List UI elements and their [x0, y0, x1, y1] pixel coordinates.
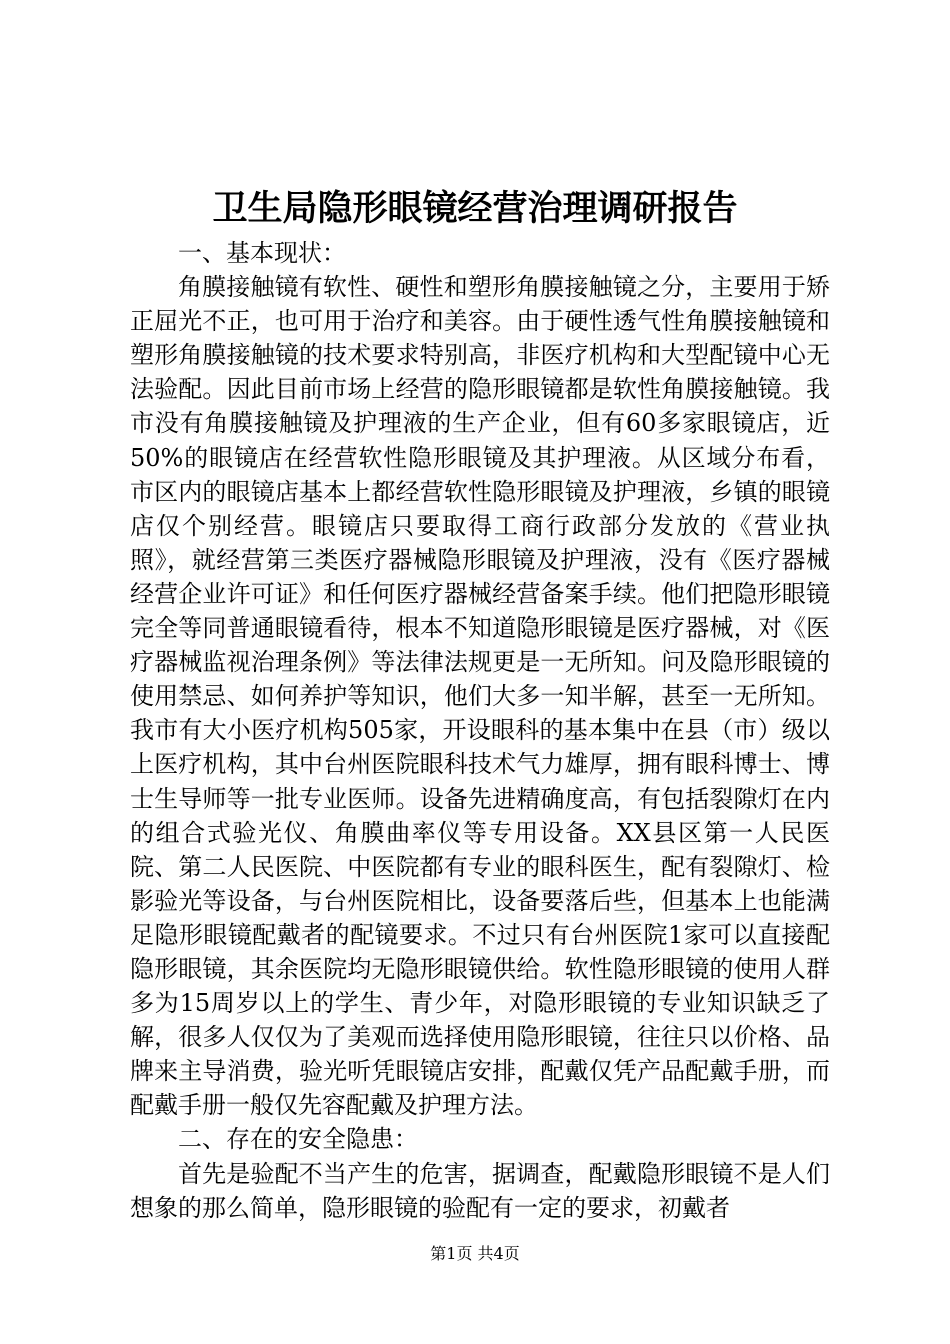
- document-body: [130, 236, 830, 1225]
- page-footer: 第1页 共4页: [430, 1244, 520, 1263]
- body-paragraph: 角膜接触镜有软性、硬性和塑形角膜接触镜之分，主要用于矫正屈光不正，也可用于治疗和美容。由于硬性透气性角膜接触镜和塑形角膜接触镜的技术要求特别高，非医疗机构和大型配镜中心无法验配。因此目前市场上经营的隐形眼镜都是软性角膜接触镜。我市没有角膜接触镜及护理液的生产企业，但有60多家眼镜店，近50%的眼镜店在经营软性隐形眼镜及其护理液。从区域分布看，市区内的眼镜店基本上都经营软性隐形眼镜及护理液，乡镇的眼镜店仅个别经营。眼镜店只要取得工商行政部分发放的《营业执照》，就经营第三类医疗器械隐形眼镜及护理液，没有《医疗器械经营企业许可证》和任何医疗器械经营备案手续。他们把隐形眼镜完全等同普通眼镜看待，根本不知道隐形眼镜是医疗器械，对《医疗器械监视治理条例》等法律法规更是一无所知。问及隐形眼镜的使用禁忌、如何养护等知识，他们大多一知半解，甚至一无所知。我市有大小医疗机构505家，开设眼科的基本集中在县（市）级以上医疗机构，其中台州医院眼科技术气力雄厚，拥有眼科博士、博士生导师等一批专业医师。设备先进精确度高，有包括裂隙灯在内的组合式验光仪、角膜曲率仪等专用设备。XX县区第一人民医院、第二人民医院、中医院都有专业的眼科医生，配有裂隙灯、检影验光等设备，与台州医院相比，设备要落后些，但基本上也能满足隐形眼镜配戴者的配镜要求。不过只有台州医院1家可以直接配隐形眼镜，其余医院均无隐形眼镜供给。软性隐形眼镜的使用人群多为15周岁以上的学生、青少年，对隐形眼镜的专业知识缺乏了解，很多人仅仅为了美观而选择使用隐形眼镜，往往只以价格、品牌来主导消费，验光听凭眼镜店安排，配戴仅凭产品配戴手册，而配戴手册一般仅先容配戴及护理方法。: [130, 273, 830, 1120]
- section-heading-safety-hazards: 二、存在的安全隐患：: [178, 1125, 418, 1154]
- document-title: 卫生局隐形眼镜经营治理调研报告: [212, 188, 738, 229]
- body-paragraph: 首先是验配不当产生的危害，据调查，配戴隐形眼镜不是人们想象的那么简单，隐形眼镜的验配有一定的要求，初戴者: [130, 1159, 830, 1222]
- section-heading-basic-status: 一、基本现状：: [178, 239, 346, 267]
